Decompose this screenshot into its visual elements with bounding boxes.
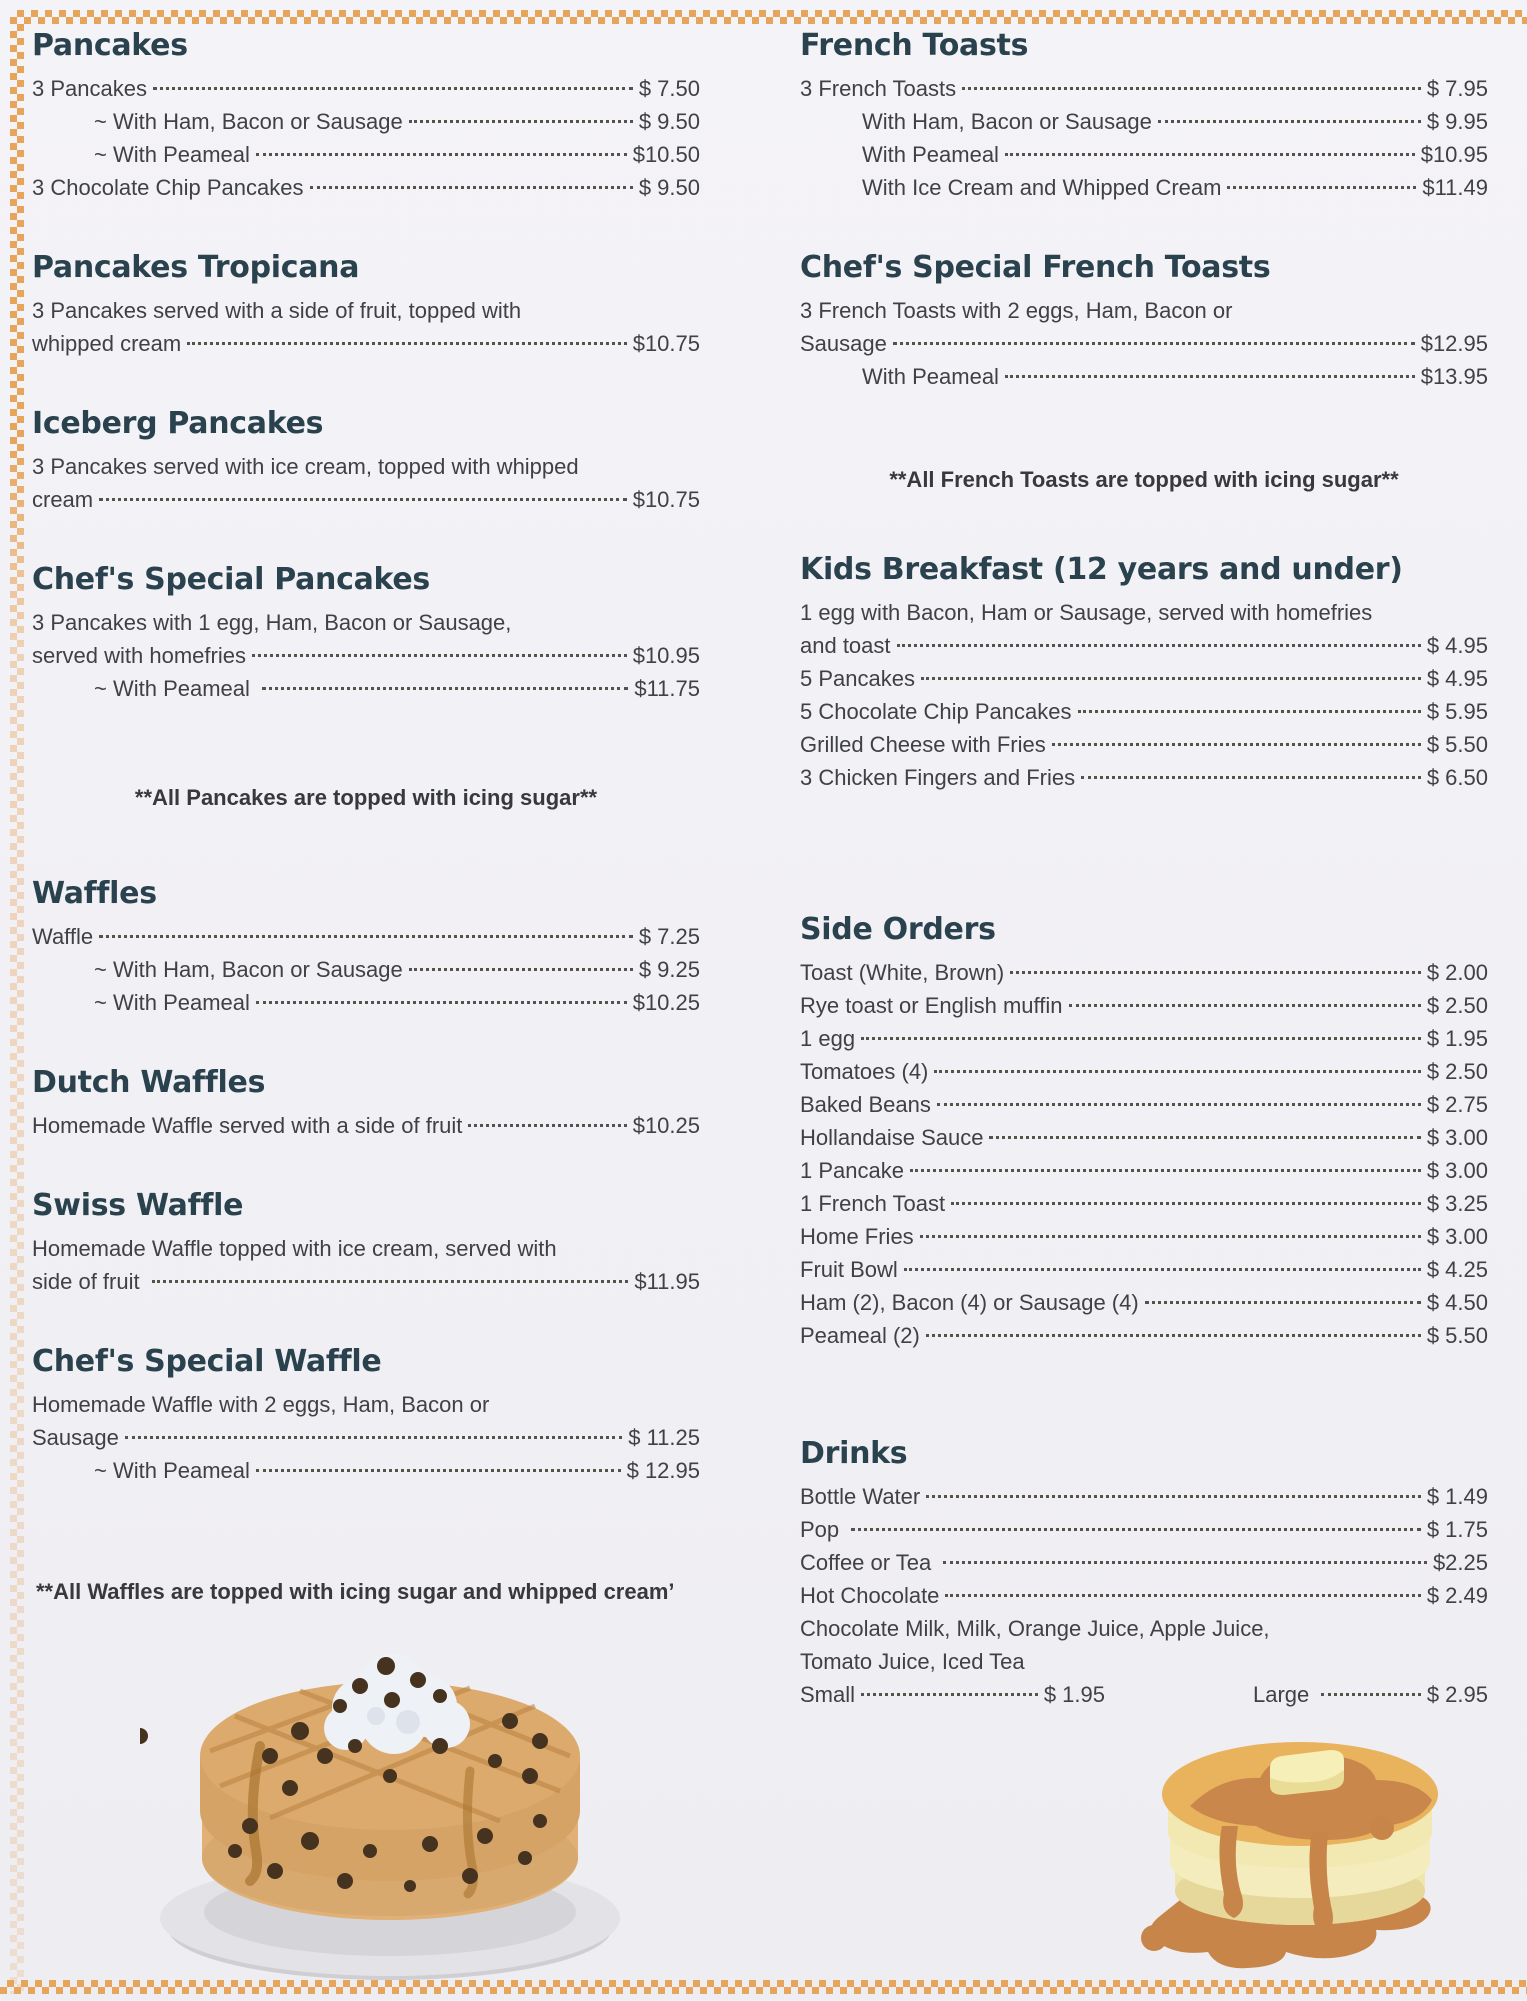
section-heading: Chef's Special Waffle <box>32 1344 382 1379</box>
menu-item-row <box>32 920 700 953</box>
menu-item-row <box>800 72 1488 105</box>
menu-item-label: ~ With Peameal <box>94 142 250 167</box>
menu-item-price: $10.50 <box>632 142 700 167</box>
section-note: **All Waffles are topped with icing sugar and whipped cream’ <box>36 1579 675 1604</box>
menu-column-left <box>32 28 700 1626</box>
dot-leader <box>99 935 633 938</box>
menu-item-label: 3 Chocolate Chip Pancakes <box>32 175 304 200</box>
menu-item-label: Baked Beans <box>800 1092 931 1117</box>
menu-item-price: $ 5.95 <box>1426 699 1488 724</box>
menu-item-row <box>800 1055 1488 1088</box>
menu-item-label: Sausage <box>800 331 887 356</box>
menu-item-price: $10.25 <box>632 990 700 1015</box>
menu-column-right <box>800 28 1488 1757</box>
dot-leader <box>468 1124 626 1127</box>
menu-item-row <box>32 672 700 705</box>
menu-item-row <box>800 1121 1488 1154</box>
drink-size-small-price: $ 1.95 <box>1043 1682 1105 1707</box>
dot-leader <box>945 1594 1420 1597</box>
menu-item-row <box>800 1154 1488 1187</box>
drink-size-large-label: Large <box>1253 1682 1316 1707</box>
menu-note-section <box>32 781 700 814</box>
menu-item-price: $ 7.25 <box>638 924 700 949</box>
menu-section <box>32 250 700 360</box>
menu-item-row <box>800 327 1488 360</box>
dot-leader <box>1158 120 1421 123</box>
dot-leader <box>934 1070 1420 1073</box>
menu-item-row <box>32 72 700 105</box>
menu-item-price: $ 2.00 <box>1426 960 1488 985</box>
menu-section <box>800 552 1488 794</box>
dot-leader <box>897 644 1421 647</box>
dot-leader <box>893 342 1415 345</box>
menu-item-row <box>800 1187 1488 1220</box>
menu-item-row <box>32 1265 700 1298</box>
waffle-illustration-wrap <box>130 1596 650 2001</box>
menu-item-row <box>800 662 1488 695</box>
section-heading: Swiss Waffle <box>32 1188 244 1223</box>
menu-item-label: 3 Pancakes <box>32 76 147 101</box>
menu-item-row <box>800 1319 1488 1352</box>
menu-item-row <box>32 138 700 171</box>
menu-item-label: cream <box>32 487 94 512</box>
dot-leader <box>1081 776 1421 779</box>
menu-item-price: $ 3.00 <box>1426 1224 1488 1249</box>
dot-leader <box>1010 971 1421 974</box>
menu-item-price: $12.95 <box>1420 331 1488 356</box>
menu-item-label: Coffee or Tea <box>800 1550 938 1575</box>
menu-item-price: $ 1.95 <box>1426 1026 1488 1051</box>
menu-item-price: $ 7.95 <box>1426 76 1488 101</box>
dot-leader <box>926 1495 1421 1498</box>
menu-item-label: ~ With Peameal <box>94 990 250 1015</box>
menu-item-row <box>800 1579 1488 1612</box>
menu-item-row <box>800 956 1488 989</box>
menu-item-text: 3 French Toasts with 2 eggs, Ham, Bacon or <box>800 298 1233 323</box>
menu-item-price: $ 3.25 <box>1426 1191 1488 1216</box>
menu-item-label: 1 egg <box>800 1026 856 1051</box>
menu-item-label: Fruit Bowl <box>800 1257 898 1282</box>
dot-leader <box>1227 186 1416 189</box>
menu-item-price: $ 6.50 <box>1426 765 1488 790</box>
menu-item-label: and toast <box>800 633 891 658</box>
menu-item-price: $11.75 <box>634 676 700 701</box>
pancakes-illustration <box>1120 1686 1480 1986</box>
menu-section <box>32 562 700 705</box>
menu-section <box>800 1436 1488 1711</box>
menu-item-price: $ 4.95 <box>1426 666 1488 691</box>
menu-section <box>32 28 700 204</box>
menu-item-label: Waffle <box>32 924 94 949</box>
menu-item-label: Hollandaise Sauce <box>800 1125 984 1150</box>
menu-item-row <box>800 1513 1488 1546</box>
menu-item-row <box>800 138 1488 171</box>
dot-leader <box>409 968 633 971</box>
menu-item-price: $ 7.50 <box>638 76 700 101</box>
menu-item-label: Grilled Cheese with Fries <box>800 732 1046 757</box>
menu-item-price: $ 2.75 <box>1426 1092 1488 1117</box>
menu-item-price: $13.95 <box>1420 364 1488 389</box>
menu-item-label: 5 Pancakes <box>800 666 915 691</box>
section-heading: Pancakes <box>32 28 188 63</box>
menu-item-label: ~ With Ham, Bacon or Sausage <box>94 957 403 982</box>
menu-item-price: $ 12.95 <box>626 1458 700 1483</box>
menu-section <box>800 28 1488 204</box>
menu-item-label: 1 Pancake <box>800 1158 904 1183</box>
menu-item-price: $ 2.50 <box>1426 1059 1488 1084</box>
dot-leader <box>926 1334 1421 1337</box>
menu-item-price: $ 9.95 <box>1426 109 1488 134</box>
menu-item-row <box>800 360 1488 393</box>
menu-section <box>800 912 1488 1352</box>
dot-leader <box>187 342 627 345</box>
menu-item-price: $10.95 <box>632 643 700 668</box>
menu-item-label: 3 Chicken Fingers and Fries <box>800 765 1076 790</box>
dot-leader <box>409 120 633 123</box>
menu-item-price: $10.95 <box>1420 142 1488 167</box>
menu-item-text: Tomato Juice, Iced Tea <box>800 1649 1025 1674</box>
menu-item-price: $ 1.75 <box>1426 1517 1488 1542</box>
menu-item-price: $ 5.50 <box>1426 732 1488 757</box>
dot-leader <box>99 498 627 501</box>
section-note: **All Pancakes are topped with icing sugar** <box>134 785 598 810</box>
menu-item-price: $ 3.00 <box>1426 1158 1488 1183</box>
menu-section <box>32 1188 700 1298</box>
menu-item-label: Hot Chocolate <box>800 1583 940 1608</box>
dot-leader <box>910 1169 1421 1172</box>
menu-item-row <box>800 105 1488 138</box>
dot-leader <box>1069 1004 1421 1007</box>
menu-item-price: $ 4.25 <box>1426 1257 1488 1282</box>
menu-item-row <box>800 989 1488 1022</box>
menu-item-price: $ 9.25 <box>638 957 700 982</box>
menu-section <box>32 1344 700 1487</box>
dot-leader <box>153 87 633 90</box>
menu-item-label: whipped cream <box>32 331 182 356</box>
menu-item-row <box>800 1286 1488 1319</box>
menu-item-price: $ 9.50 <box>638 109 700 134</box>
checker-border-top <box>10 10 1527 24</box>
dot-leader <box>937 1103 1421 1106</box>
menu-item-label: With Peameal <box>862 364 999 389</box>
menu-item-row <box>800 1480 1488 1513</box>
dot-leader <box>943 1561 1427 1564</box>
pancakes-illustration-wrap <box>980 1686 1510 1991</box>
menu-item-label: ~ With Peameal <box>94 1458 250 1483</box>
menu-section <box>32 1065 700 1142</box>
menu-item-text: 1 egg with Bacon, Ham or Sausage, served with homefries <box>800 600 1373 625</box>
menu-item-price: $10.75 <box>632 331 700 356</box>
menu-item-row <box>32 1454 700 1487</box>
dot-leader <box>310 186 633 189</box>
dot-leader <box>920 1235 1421 1238</box>
menu-item-label: Ham (2), Bacon (4) or Sausage (4) <box>800 1290 1139 1315</box>
dot-leader <box>1052 743 1421 746</box>
menu-note-section <box>800 463 1488 496</box>
menu-item-label: Pop <box>800 1517 846 1542</box>
menu-item-label: Rye toast or English muffin <box>800 993 1063 1018</box>
dot-leader <box>252 654 627 657</box>
menu-item-row <box>800 1220 1488 1253</box>
menu-item-label: Toast (White, Brown) <box>800 960 1005 985</box>
waffle-illustration <box>140 1596 640 1996</box>
menu-item-label: With Peameal <box>862 142 999 167</box>
menu-item-price: $ 5.50 <box>1426 1323 1488 1348</box>
drink-size-large-price: $ 2.95 <box>1426 1682 1488 1707</box>
dot-leader <box>125 1436 622 1439</box>
menu-item-text: Homemade Waffle topped with ice cream, served with <box>32 1236 557 1261</box>
menu-item-label: served with homefries <box>32 643 246 668</box>
section-heading: Side Orders <box>800 912 996 947</box>
dot-leader <box>989 1136 1420 1139</box>
section-heading: Chef's Special Pancakes <box>32 562 430 597</box>
section-heading: Drinks <box>800 1436 908 1471</box>
menu-section <box>32 876 700 1019</box>
menu-item-row <box>32 483 700 516</box>
menu-item-label: 5 Chocolate Chip Pancakes <box>800 699 1072 724</box>
menu-item-row <box>800 1546 1488 1579</box>
menu-item-row <box>32 1421 700 1454</box>
menu-item-label: Sausage <box>32 1425 119 1450</box>
menu-item-label: Homemade Waffle served with a side of fruit <box>32 1113 463 1138</box>
menu-item-price: $2.25 <box>1432 1550 1488 1575</box>
checker-border-left <box>10 10 24 1994</box>
menu-section <box>800 250 1488 393</box>
menu-item-label: With Ice Cream and Whipped Cream <box>862 175 1222 200</box>
dot-leader <box>262 687 628 690</box>
menu-item-price: $ 4.50 <box>1426 1290 1488 1315</box>
dot-leader <box>256 1469 621 1472</box>
drink-size-small-label: Small <box>800 1682 856 1707</box>
menu-item-price: $11.49 <box>1422 175 1488 200</box>
dot-leader <box>861 1037 1421 1040</box>
menu-item-row <box>800 171 1488 204</box>
menu-item-price: $10.25 <box>632 1113 700 1138</box>
menu-item-row <box>32 986 700 1019</box>
dot-leader <box>1005 375 1415 378</box>
menu-item-price: $ 2.50 <box>1426 993 1488 1018</box>
menu-item-row <box>800 695 1488 728</box>
section-heading: Kids Breakfast (12 years and under) <box>800 552 1403 587</box>
menu-item-text: 3 Pancakes served with ice cream, topped with whipped <box>32 454 579 479</box>
dot-leader <box>256 153 627 156</box>
dot-leader <box>962 87 1421 90</box>
menu-item-text: Homemade Waffle with 2 eggs, Ham, Bacon or <box>32 1392 490 1417</box>
menu-item-price: $ 4.95 <box>1426 633 1488 658</box>
section-heading: Waffles <box>32 876 157 911</box>
menu-section <box>32 406 700 516</box>
section-heading: Iceberg Pancakes <box>32 406 324 441</box>
menu-item-label: With Ham, Bacon or Sausage <box>862 109 1152 134</box>
menu-item-label: Bottle Water <box>800 1484 921 1509</box>
menu-item-text: Chocolate Milk, Milk, Orange Juice, Apple Juice, <box>800 1616 1270 1641</box>
menu-item-text: 3 Pancakes with 1 egg, Ham, Bacon or Sausage, <box>32 610 512 635</box>
menu-item-row <box>32 327 700 360</box>
menu-item-label: ~ With Ham, Bacon or Sausage <box>94 109 403 134</box>
section-heading: Dutch Waffles <box>32 1065 266 1100</box>
menu-item-label: Tomatoes (4) <box>800 1059 929 1084</box>
menu-item-row <box>800 1253 1488 1286</box>
menu-item-price: $ 2.49 <box>1426 1583 1488 1608</box>
menu-item-row <box>32 639 700 672</box>
menu-item-row <box>800 1088 1488 1121</box>
dot-leader <box>951 1202 1421 1205</box>
menu-item-price: $ 11.25 <box>628 1425 700 1450</box>
menu-item-price: $ 9.50 <box>638 175 700 200</box>
menu-item-row <box>32 105 700 138</box>
menu-item-price: $11.95 <box>634 1269 700 1294</box>
dot-leader <box>1145 1301 1421 1304</box>
menu-item-price: $10.75 <box>632 487 700 512</box>
menu-item-text: 3 Pancakes served with a side of fruit, topped with <box>32 298 522 323</box>
menu-item-row <box>800 728 1488 761</box>
menu-item-label: 1 French Toast <box>800 1191 946 1216</box>
menu-item-label: ~ With Peameal <box>94 676 257 701</box>
menu-item-label: side of fruit <box>32 1269 146 1294</box>
menu-item-row <box>800 761 1488 794</box>
menu-item-row <box>32 953 700 986</box>
dot-leader <box>904 1268 1421 1271</box>
dot-leader <box>256 1001 627 1004</box>
menu-item-row <box>800 1022 1488 1055</box>
section-heading: Chef's Special French Toasts <box>800 250 1271 285</box>
menu-item-price: $ 1.49 <box>1426 1484 1488 1509</box>
section-heading: Pancakes Tropicana <box>32 250 360 285</box>
section-note: **All French Toasts are topped with icing sugar** <box>889 467 1399 492</box>
dot-leader <box>152 1280 629 1283</box>
dot-leader <box>1005 153 1415 156</box>
dot-leader <box>1078 710 1421 713</box>
menu-item-price: $ 3.00 <box>1426 1125 1488 1150</box>
dot-leader <box>921 677 1421 680</box>
menu-item-row <box>800 629 1488 662</box>
menu-item-row <box>32 171 700 204</box>
dot-leader <box>851 1528 1421 1531</box>
section-heading: French Toasts <box>800 28 1029 63</box>
menu-item-row <box>32 1109 700 1142</box>
menu-item-label: Peameal (2) <box>800 1323 920 1348</box>
menu-item-label: 3 French Toasts <box>800 76 957 101</box>
menu-item-label: Home Fries <box>800 1224 914 1249</box>
